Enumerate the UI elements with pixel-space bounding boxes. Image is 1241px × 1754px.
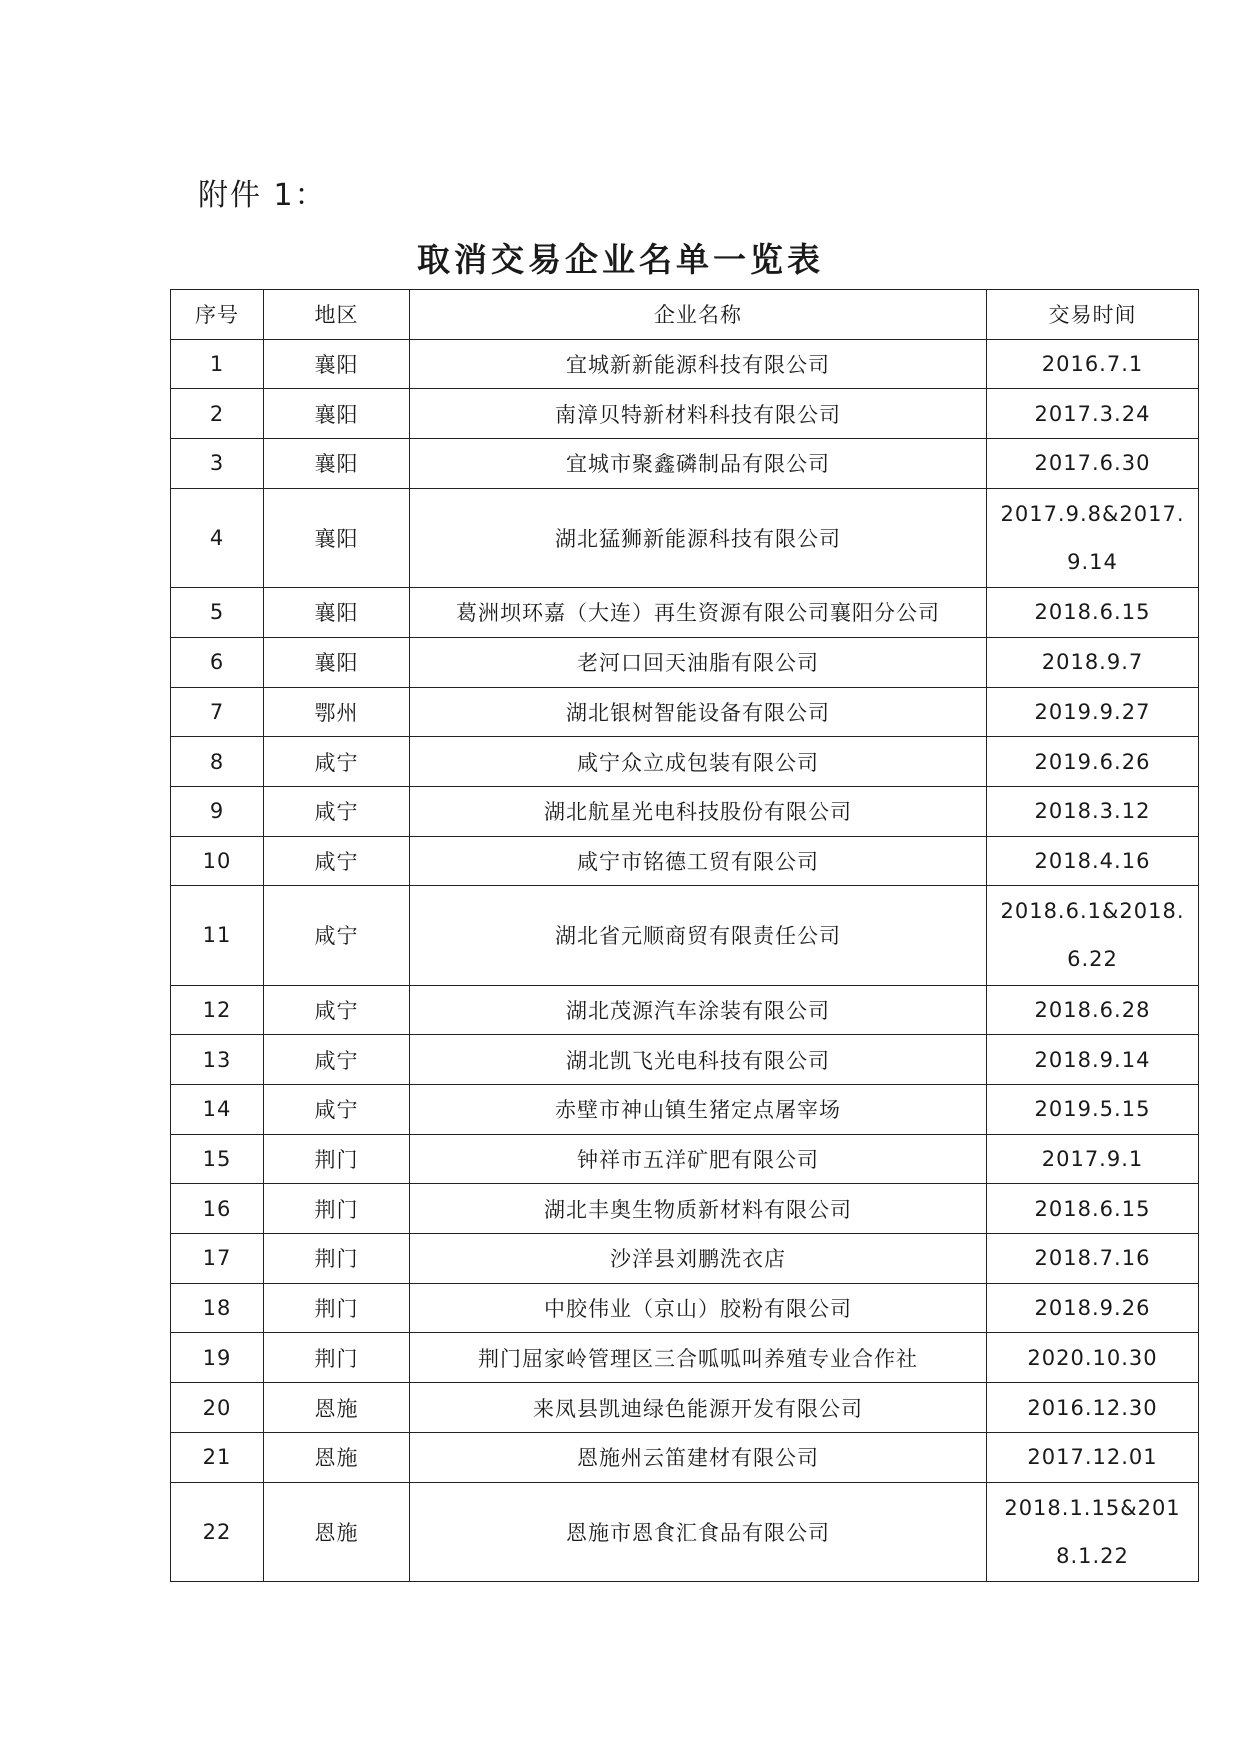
table-row xyxy=(171,637,1199,687)
cell-time: 2019.9.27 xyxy=(987,687,1199,737)
cell-region: 恩施 xyxy=(264,1432,410,1482)
cell-time: 2018.7.16 xyxy=(987,1234,1199,1284)
cell-seq: 1 xyxy=(171,339,264,389)
cell-time: 2018.6.28 xyxy=(987,985,1199,1035)
cell-seq: 15 xyxy=(171,1134,264,1184)
cell-time: 2018.9.14 xyxy=(987,1035,1199,1085)
table-row xyxy=(171,836,1199,886)
table-row xyxy=(171,439,1199,489)
document-title: 取消交易企业名单一览表 xyxy=(417,240,824,279)
cell-region: 襄阳 xyxy=(264,339,410,389)
cell-time: 2018.6.15 xyxy=(987,588,1199,638)
header-time: 交易时间 xyxy=(987,290,1199,340)
cell-region: 鄂州 xyxy=(264,687,410,737)
table-row xyxy=(171,687,1199,737)
cell-region: 咸宁 xyxy=(264,1085,410,1135)
cell-time: 2016.12.30 xyxy=(987,1383,1199,1433)
cell-company: 咸宁市铭德工贸有限公司 xyxy=(410,836,987,886)
table-row xyxy=(171,1333,1199,1383)
cell-time: 2018.9.7 xyxy=(987,637,1199,687)
cell-company: 湖北银树智能设备有限公司 xyxy=(410,687,987,737)
cell-company: 湖北茂源汽车涂装有限公司 xyxy=(410,985,987,1035)
table-row xyxy=(171,1283,1199,1333)
table-row xyxy=(171,737,1199,787)
cell-region: 恩施 xyxy=(264,1383,410,1433)
cell-seq: 12 xyxy=(171,985,264,1035)
table-row xyxy=(171,1234,1199,1284)
table-row xyxy=(171,786,1199,836)
cell-company: 南漳贝特新材料科技有限公司 xyxy=(410,389,987,439)
cell-region: 襄阳 xyxy=(264,488,410,587)
table-row xyxy=(171,1134,1199,1184)
cell-region: 荆门 xyxy=(264,1134,410,1184)
cell-seq: 19 xyxy=(171,1333,264,1383)
cell-company: 咸宁众立成包装有限公司 xyxy=(410,737,987,787)
cell-region: 荆门 xyxy=(264,1333,410,1383)
cell-region: 襄阳 xyxy=(264,389,410,439)
table-row xyxy=(171,488,1199,587)
cell-time: 2019.6.26 xyxy=(987,737,1199,787)
cell-company: 湖北省元顺商贸有限责任公司 xyxy=(410,886,987,985)
cell-time: 2018.6.15 xyxy=(987,1184,1199,1234)
cell-seq: 10 xyxy=(171,836,264,886)
cell-company: 来凤县凯迪绿色能源开发有限公司 xyxy=(410,1383,987,1433)
header-seq: 序号 xyxy=(171,290,264,340)
cell-region: 咸宁 xyxy=(264,886,410,985)
cell-company: 沙洋县刘鹏洗衣店 xyxy=(410,1234,987,1284)
cell-company: 钟祥市五洋矿肥有限公司 xyxy=(410,1134,987,1184)
cell-seq: 3 xyxy=(171,439,264,489)
cell-seq: 5 xyxy=(171,588,264,638)
cell-time: 2019.5.15 xyxy=(987,1085,1199,1135)
table-row xyxy=(171,339,1199,389)
cell-region: 恩施 xyxy=(264,1482,410,1581)
cell-region: 襄阳 xyxy=(264,439,410,489)
cell-region: 咸宁 xyxy=(264,985,410,1035)
table-row xyxy=(171,1383,1199,1433)
cell-seq: 9 xyxy=(171,786,264,836)
cell-region: 咸宁 xyxy=(264,1035,410,1085)
cell-company: 湖北航星光电科技股份有限公司 xyxy=(410,786,987,836)
cell-time: 2018.3.12 xyxy=(987,786,1199,836)
cell-time: 2017.6.30 xyxy=(987,439,1199,489)
cell-region: 咸宁 xyxy=(264,737,410,787)
cell-seq: 2 xyxy=(171,389,264,439)
cell-seq: 7 xyxy=(171,687,264,737)
cell-company: 湖北猛狮新能源科技有限公司 xyxy=(410,488,987,587)
cell-company: 老河口回天油脂有限公司 xyxy=(410,637,987,687)
cell-time: 2016.7.1 xyxy=(987,339,1199,389)
cell-seq: 13 xyxy=(171,1035,264,1085)
cell-seq: 4 xyxy=(171,488,264,587)
cell-company: 湖北丰奥生物质新材料有限公司 xyxy=(410,1184,987,1234)
cell-region: 咸宁 xyxy=(264,836,410,886)
cell-time: 2020.10.30 xyxy=(987,1333,1199,1383)
cell-company: 荆门屈家岭管理区三合呱呱叫养殖专业合作社 xyxy=(410,1333,987,1383)
table-row xyxy=(171,389,1199,439)
header-region: 地区 xyxy=(264,290,410,340)
attachment-label: 附件 1： xyxy=(198,178,327,213)
cell-seq: 18 xyxy=(171,1283,264,1333)
cell-seq: 17 xyxy=(171,1234,264,1284)
table-row xyxy=(171,886,1199,985)
cell-seq: 14 xyxy=(171,1085,264,1135)
cell-time: 2017.9.8&2017.9.14 xyxy=(987,488,1199,587)
cell-seq: 8 xyxy=(171,737,264,787)
cell-region: 荆门 xyxy=(264,1234,410,1284)
cell-seq: 16 xyxy=(171,1184,264,1234)
cell-seq: 11 xyxy=(171,886,264,985)
cell-seq: 21 xyxy=(171,1432,264,1482)
cell-seq: 22 xyxy=(171,1482,264,1581)
cell-company: 恩施市恩食汇食品有限公司 xyxy=(410,1482,987,1581)
cell-company: 宜城新新能源科技有限公司 xyxy=(410,339,987,389)
cell-region: 襄阳 xyxy=(264,588,410,638)
cell-company: 宜城市聚鑫磷制品有限公司 xyxy=(410,439,987,489)
cell-time: 2018.4.16 xyxy=(987,836,1199,886)
company-list-table xyxy=(170,289,1199,1582)
cell-time: 2017.12.01 xyxy=(987,1432,1199,1482)
cell-region: 咸宁 xyxy=(264,786,410,836)
table-row xyxy=(171,985,1199,1035)
table-header-row xyxy=(171,290,1199,340)
cell-company: 赤壁市神山镇生猪定点屠宰场 xyxy=(410,1085,987,1135)
cell-seq: 20 xyxy=(171,1383,264,1433)
cell-company: 恩施州云笛建材有限公司 xyxy=(410,1432,987,1482)
cell-seq: 6 xyxy=(171,637,264,687)
cell-region: 荆门 xyxy=(264,1283,410,1333)
table-row xyxy=(171,1432,1199,1482)
table-row xyxy=(171,588,1199,638)
cell-time: 2018.9.26 xyxy=(987,1283,1199,1333)
cell-region: 荆门 xyxy=(264,1184,410,1234)
table-row xyxy=(171,1482,1199,1581)
cell-time: 2017.3.24 xyxy=(987,389,1199,439)
cell-company: 葛洲坝环嘉（大连）再生资源有限公司襄阳分公司 xyxy=(410,588,987,638)
cell-company: 湖北凯飞光电科技有限公司 xyxy=(410,1035,987,1085)
table-row xyxy=(171,1035,1199,1085)
cell-region: 襄阳 xyxy=(264,637,410,687)
cell-time: 2018.6.1&2018.6.22 xyxy=(987,886,1199,985)
header-company: 企业名称 xyxy=(410,290,987,340)
table-row xyxy=(171,1085,1199,1135)
cell-time: 2017.9.1 xyxy=(987,1134,1199,1184)
cell-time: 2018.1.15&2018.1.22 xyxy=(987,1482,1199,1581)
cell-company: 中胶伟业（京山）胶粉有限公司 xyxy=(410,1283,987,1333)
table-row xyxy=(171,1184,1199,1234)
